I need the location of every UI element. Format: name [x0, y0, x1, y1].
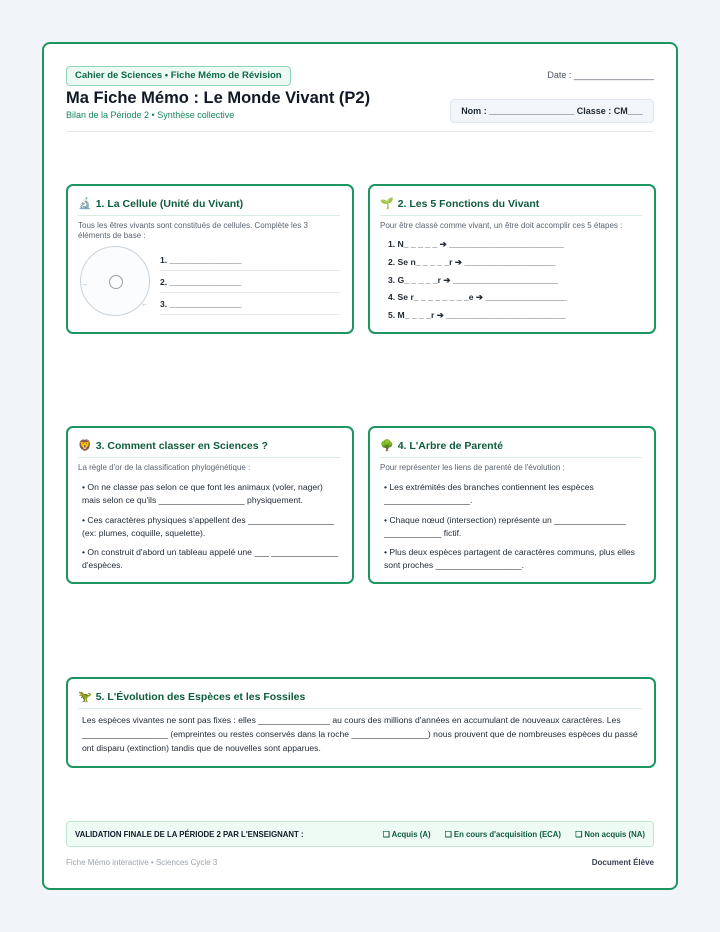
microscope-icon: 🔬 — [78, 198, 92, 210]
cell-blank-3[interactable]: 3. _______________ — [160, 293, 340, 315]
header-divider — [66, 131, 654, 132]
evolution-card-title: 🦖 5. L'Évolution des Espèces et les Fossiles — [78, 689, 642, 709]
classification-card-intro: La règle d'or de la classification phylogénétique : — [78, 463, 251, 472]
classification-card — [66, 426, 354, 584]
tree-card-intro: Pour représenter les liens de parenté de l'évolution : — [380, 463, 565, 472]
cell-blank-2[interactable]: 2. _______________ — [160, 271, 340, 293]
validation-label: VALIDATION FINALE DE LA PÉRIODE 2 PAR L'ENSEIGNANT : — [75, 830, 304, 839]
dinosaur-icon: 🦖 — [78, 691, 92, 703]
cell-blank-1[interactable]: 1. _______________ — [160, 249, 340, 271]
function-line-3[interactable]: 3. G_ _ _ _ _r ➔ ______________________ — [388, 275, 559, 285]
date-field: Date : ________________ — [547, 70, 654, 80]
functions-card — [368, 184, 656, 334]
tree-card — [368, 426, 656, 584]
tree-bullet-3[interactable]: • Plus deux espèces partagent de caractères communs, plus elles sont proches __________________. — [384, 547, 635, 570]
validation-bar — [66, 821, 654, 847]
footer-right: Document Élève — [591, 858, 654, 867]
seedling-icon: 🌱 — [380, 198, 394, 210]
option-in-progress-checkbox[interactable]: ❏ En cours d'acquisition (ECA) — [444, 830, 562, 839]
function-line-4[interactable]: 4. Se r_ _ _ _ _ _ _ _e ➔ _________________ — [388, 292, 567, 302]
cell-diagram — [80, 246, 150, 316]
notebook-badge: Cahier de Sciences • Fiche Mémo de Révision — [66, 66, 291, 86]
cell-card-title: 🔬 1. La Cellule (Unité du Vivant) — [78, 196, 340, 216]
function-line-1[interactable]: 1. N_ _ _ _ _ ➔ ________________________ — [388, 239, 564, 249]
classification-bullet-2[interactable]: • Ces caractères physiques s'appellent des __________________ (ex: plumes, coquille, squelette). — [82, 515, 335, 538]
arrow-right-mark: ← — [141, 301, 148, 308]
cell-card-intro: Tous les êtres vivants sont constitués de cellules. Complète les 3 éléments de base : — [78, 221, 308, 240]
function-line-5[interactable]: 5. M_ _ _ _r ➔ _________________________ — [388, 310, 566, 320]
page-subtitle: Bilan de la Période 2 • Synthèse collective — [66, 110, 235, 120]
footer-left: Fiche Mémo interactive • Sciences Cycle 3 — [66, 858, 218, 867]
classification-bullet-3[interactable]: • On construit d'abord un tableau appelé une ___ ______________ d'espèces. — [82, 547, 338, 570]
name-class-box: Nom : _________________ Classe : CM___ — [450, 99, 654, 123]
cell-card — [66, 184, 354, 334]
evolution-text[interactable]: Les espèces vivantes ne sont pas fixes : elles _______________ au cours des millions d'années en accumulant de nouveaux caractères. Les __________________ (empreintes ou restes conservés dans la roche ________________) nous prouvent que de nombreuses espèces du passé ont disparu (extinction) tandis que de nouvelles sont apparues. — [82, 715, 638, 753]
tree-icon: 🌳 — [380, 440, 394, 452]
function-line-2[interactable]: 2. Se n_ _ _ _ _r ➔ ___________________ — [388, 257, 556, 267]
classification-card-title: 🦁 3. Comment classer en Sciences ? — [78, 438, 340, 458]
tree-card-title: 🌳 4. L'Arbre de Parenté — [380, 438, 642, 458]
page-title: Ma Fiche Mémo : Le Monde Vivant (P2) — [66, 89, 371, 107]
option-not-acquired-checkbox[interactable]: ❏ Non acquis (NA) — [575, 830, 645, 839]
evolution-card — [66, 677, 656, 768]
functions-card-title: 🌱 2. Les 5 Fonctions du Vivant — [380, 196, 642, 216]
nucleus-shape — [109, 275, 123, 289]
classification-bullet-1[interactable]: • On ne classe pas selon ce que font les animaux (voler, nager) mais selon ce qu'ils __________________ physiquement. — [82, 482, 323, 505]
tree-bullet-1[interactable]: • Les extrémités des branches contiennent les espèces __________________. — [384, 482, 594, 505]
lion-icon: 🦁 — [78, 440, 92, 452]
validation-options — [371, 830, 645, 839]
tree-bullet-2[interactable]: • Chaque nœud (intersection) représente un _______________ ____________ fictif. — [384, 515, 626, 538]
arrow-left-mark: → — [81, 281, 88, 288]
functions-card-intro: Pour être classé comme vivant, un être doit accomplir ces 5 étapes : — [380, 221, 623, 230]
option-acquired-checkbox[interactable]: ❏ Acquis (A) — [382, 830, 431, 839]
worksheet-page — [42, 42, 678, 890]
